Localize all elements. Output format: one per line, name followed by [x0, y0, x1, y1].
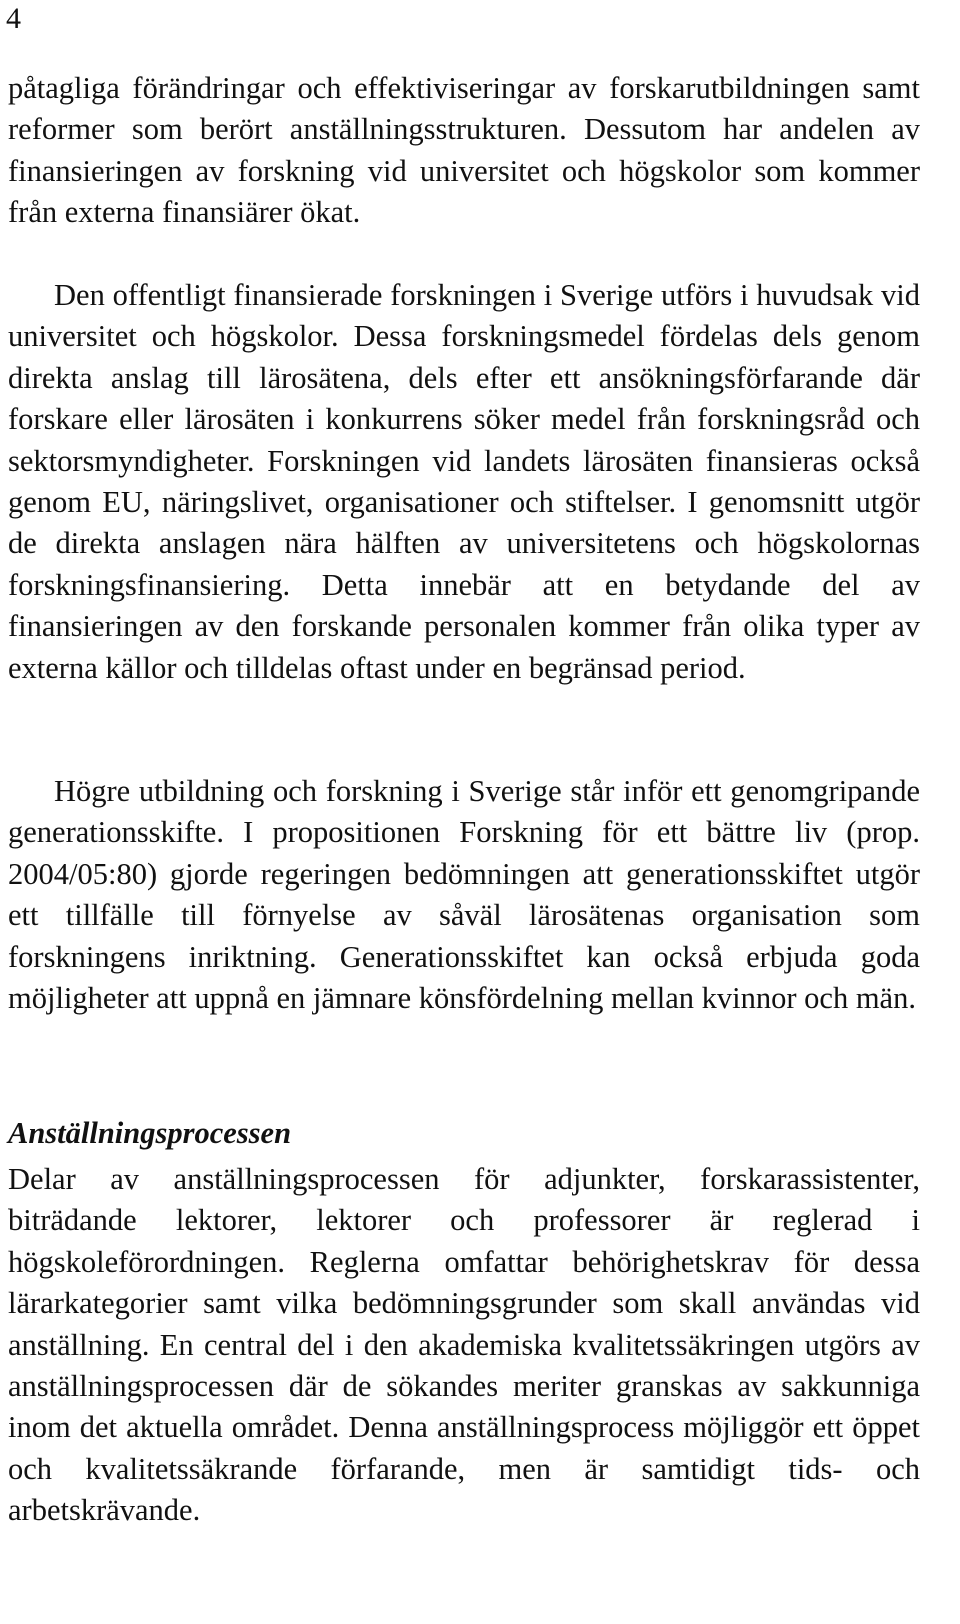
paragraph-2: Den offentligt finansierade forskningen i Sverige utförs i huvudsak vid universitet och högskolor. Dessa forskningsmedel fördelas dels genom direkta anslag till lärosätena, dels efter ett ansökningsförfarande där forskare eller lärosäten i konkurrens söker medel från forskningsråd och sektorsmyndigheter. Forskningen vid landets lärosäten finansieras också genom EU, näringslivet, organisationer och stiftelser. I genomsnitt utgör de direkta anslagen nära hälften av universitetens och högskolornas forskningsfinansiering. Detta innebär att en betydande del av finansieringen av den forskande personalen kommer från olika typer av externa källor och tilldelas oftast under en begränsad period.	[8, 278, 920, 685]
page-number: 4	[6, 2, 21, 35]
section-paragraph: Delar av anställningsprocessen för adjunkter, forskarassistenter, biträdande lektorer, lektorer och professorer är reglerad i högskoleförordningen. Reglerna omfattar behörighetskrav för dessa lärarkategorier samt vilka bedömningsgrunder som skall användas vid anställning. En central del i den akademiska kvalitetssäkringen utgörs av anställningsprocessen där de sökandes meriter granskas av sakkunniga inom det aktuella området. Denna anställningsprocess möjliggör ett öppet och kvalitetssäkrande förfarande, men är samtidigt tids- och arbetskrävande.	[8, 1162, 920, 1528]
section-heading: Anställningsprocessen	[8, 1116, 292, 1150]
paragraph-3: Högre utbildning och forskning i Sverige står inför ett genomgripande generationsskifte. I propositionen Forskning för ett bättre liv (prop. 2004/05:80) gjorde regeringen bedömningen att generationsskiftet utgör ett tillfälle till förnyelse av såväl lärosätenas organisation som forskningens inriktning. Generationsskiftet kan också erbjuda goda möjligheter att uppnå en jämnare könsfördelning mellan kvinnor och män.	[8, 774, 920, 1016]
paragraph-1: påtagliga förändringar och effektiviseringar av forskarutbildningen samt reformer som berört anställningsstrukturen. Dessutom har andelen av finansieringen av forskning vid universitet och högskolor som kommer från externa finansiärer ökat.	[8, 71, 920, 230]
